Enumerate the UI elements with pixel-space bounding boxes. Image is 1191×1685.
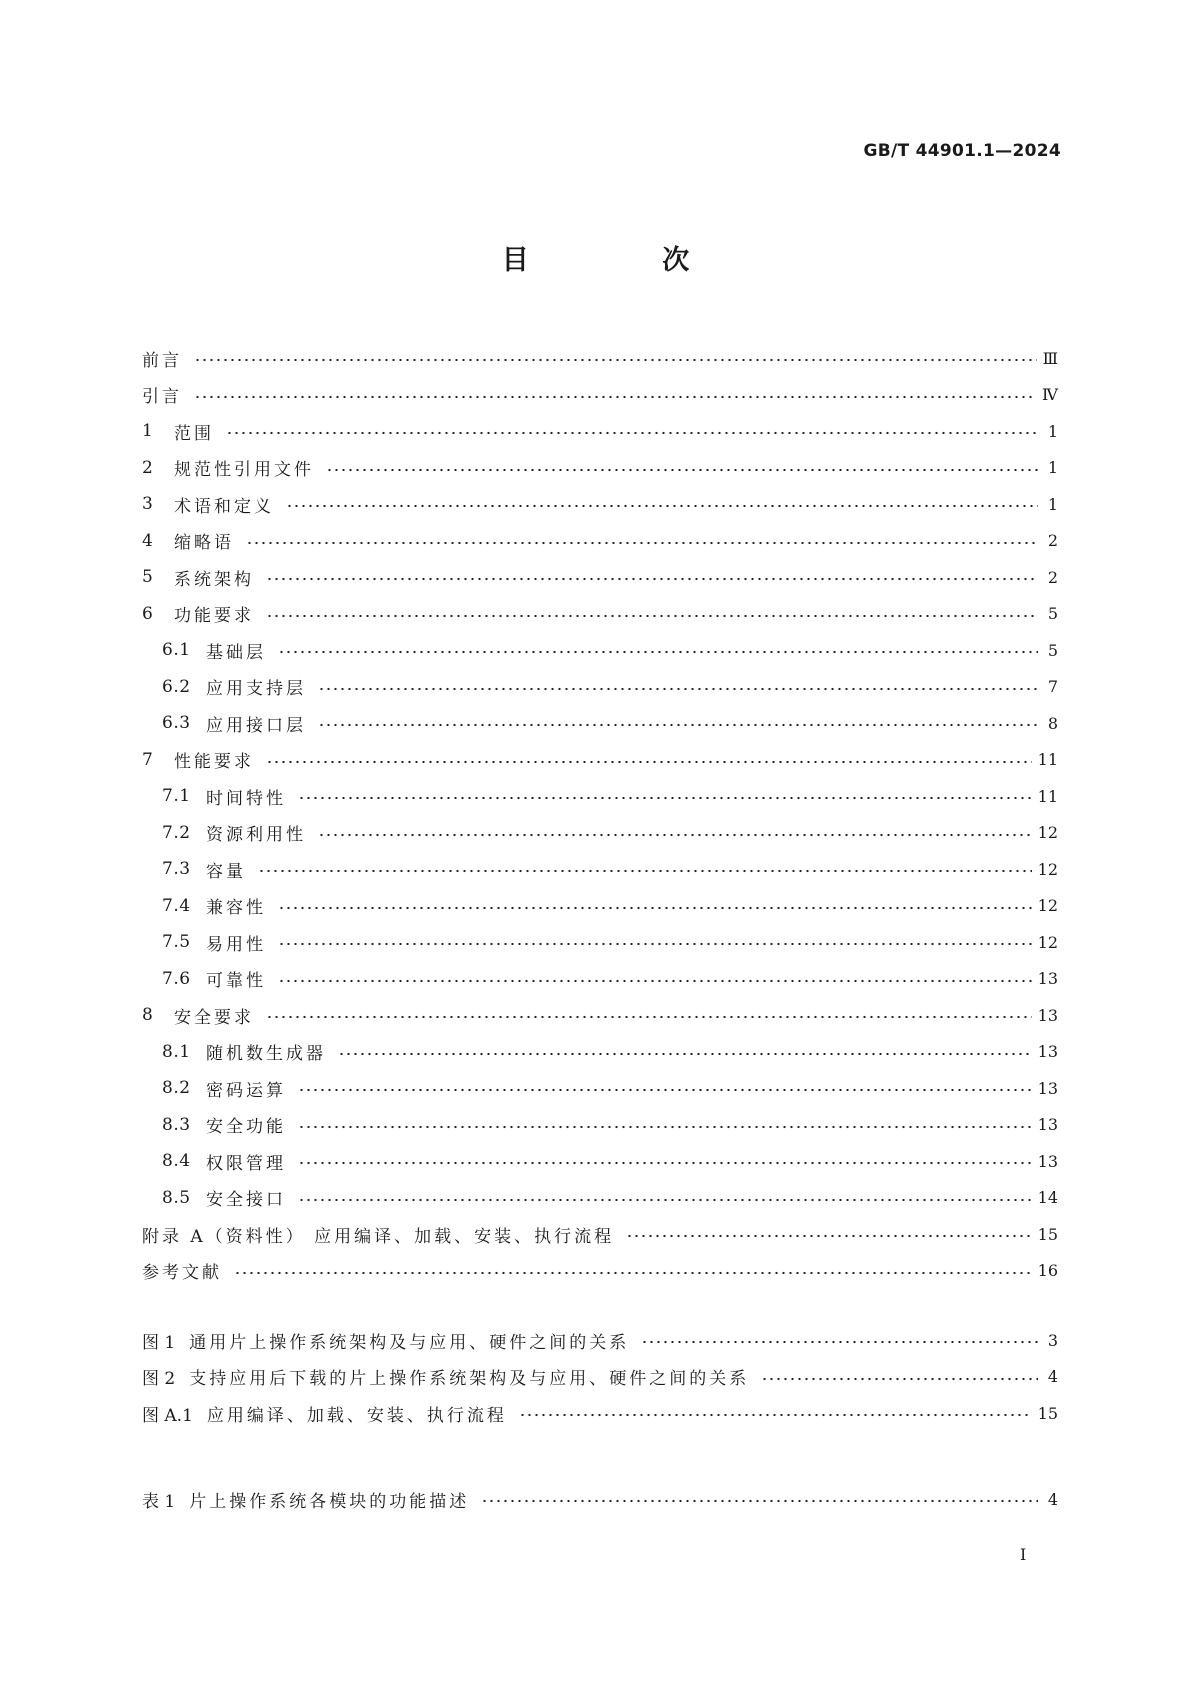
- page-title: 目 次: [501, 245, 752, 276]
- entry-page-number: 16: [1037, 1261, 1058, 1281]
- entry-title: 安全功能: [206, 1117, 286, 1138]
- entry-number: 6: [142, 603, 154, 624]
- toc-entry[interactable]: [142, 742, 1058, 779]
- dot-leader: [278, 649, 1038, 655]
- toc-entry[interactable]: [142, 413, 1058, 450]
- entry-number: 7.3: [162, 859, 191, 880]
- entry-number: 7.5: [162, 932, 191, 953]
- toc-entry[interactable]: [142, 1180, 1058, 1217]
- entry-page-number: Ⅳ: [1042, 385, 1058, 405]
- toc-entry[interactable]: [142, 815, 1058, 852]
- toc-entry[interactable]: [142, 486, 1058, 523]
- dot-leader: [481, 1498, 1038, 1504]
- entry-title: 易用性: [206, 934, 266, 955]
- entry-title: 前言: [142, 350, 182, 371]
- dot-leader: [298, 795, 1032, 801]
- entry-number: 7.6: [162, 968, 191, 989]
- list-of-figures: [142, 1322, 1058, 1432]
- dot-leader: [246, 540, 1038, 546]
- toc-entry[interactable]: [142, 450, 1058, 487]
- dot-leader: [298, 1197, 1032, 1203]
- toc-entry[interactable]: [142, 1216, 1058, 1253]
- toc-entry[interactable]: [142, 961, 1058, 998]
- entry-page-number: 1: [1047, 494, 1058, 514]
- toc-entry[interactable]: [142, 851, 1058, 888]
- toc-entry[interactable]: [142, 559, 1058, 596]
- entry-title: 引言: [142, 387, 182, 408]
- dot-leader: [318, 832, 1032, 838]
- entry-title: 附录 A（资料性） 应用编译、加载、安装、执行流程: [142, 1226, 615, 1247]
- entry-title: 应用接口层: [206, 715, 306, 736]
- entry-page-number: 3: [1047, 1330, 1058, 1350]
- dot-leader: [266, 759, 1032, 765]
- toc-entry[interactable]: [142, 1107, 1058, 1144]
- dot-leader: [641, 1339, 1038, 1345]
- entry-title: 时间特性: [206, 788, 286, 809]
- entry-number: 4: [142, 530, 154, 551]
- dot-leader: [626, 1233, 1032, 1239]
- entry-page-number: Ⅲ: [1042, 348, 1058, 368]
- entry-page-number: 12: [1037, 823, 1058, 843]
- entry-title: 兼容性: [206, 898, 266, 919]
- toc-entry[interactable]: [142, 705, 1058, 742]
- entry-number: 6.1: [162, 640, 191, 661]
- dot-leader: [258, 868, 1032, 874]
- entry-number: 8.3: [162, 1114, 191, 1135]
- page-number: I: [1020, 1545, 1027, 1564]
- entry-number: 7: [142, 749, 154, 770]
- toc-entry[interactable]: [142, 523, 1058, 560]
- dot-leader: [194, 394, 1036, 400]
- figure-entry[interactable]: [142, 1322, 1058, 1359]
- entry-page-number: 15: [1037, 1403, 1058, 1423]
- entry-number: 2: [142, 457, 154, 478]
- toc-entry[interactable]: [142, 924, 1058, 961]
- entry-page-number: 2: [1047, 531, 1058, 551]
- entry-number: 6.3: [162, 713, 191, 734]
- entry-number: 8: [142, 1005, 154, 1026]
- dot-leader: [298, 1087, 1032, 1093]
- entry-number: 8.1: [162, 1041, 191, 1062]
- dot-leader: [234, 1270, 1032, 1276]
- entry-title: 资源利用性: [206, 825, 306, 846]
- toc-entry[interactable]: [142, 1070, 1058, 1107]
- entry-title: 术语和定义: [174, 496, 274, 517]
- entry-number: 图 A.1: [142, 1405, 193, 1426]
- dot-leader: [326, 467, 1038, 473]
- entry-page-number: 13: [1037, 1042, 1058, 1062]
- entry-page-number: 8: [1047, 713, 1058, 733]
- entry-title: 功能要求: [174, 606, 254, 627]
- entry-title: 安全要求: [174, 1007, 254, 1028]
- toc-entry[interactable]: [142, 632, 1058, 669]
- entry-number: 6.2: [162, 676, 191, 697]
- entry-title: 基础层: [206, 642, 266, 663]
- entry-number: 1: [142, 421, 154, 442]
- entry-number: 8.5: [162, 1187, 191, 1208]
- toc-entry[interactable]: [142, 1034, 1058, 1071]
- entry-title: 范围: [174, 423, 214, 444]
- toc-entry[interactable]: [142, 377, 1058, 414]
- entry-page-number: 2: [1047, 567, 1058, 587]
- entry-page-number: 11: [1037, 750, 1058, 770]
- entry-page-number: 12: [1037, 896, 1058, 916]
- entry-page-number: 13: [1037, 1115, 1058, 1135]
- dot-leader: [266, 576, 1038, 582]
- dot-leader: [761, 1376, 1038, 1382]
- dot-leader: [286, 503, 1038, 509]
- figure-entry[interactable]: [142, 1359, 1058, 1396]
- toc-entry[interactable]: [142, 1253, 1058, 1290]
- dot-leader: [194, 357, 1037, 363]
- entry-title: 容量: [206, 861, 246, 882]
- dot-leader: [278, 905, 1032, 911]
- dot-leader: [278, 941, 1032, 947]
- entry-number: 图 1: [142, 1332, 176, 1353]
- entry-title: 密码运算: [206, 1080, 286, 1101]
- entry-title: 安全接口: [206, 1190, 286, 1211]
- entry-page-number: 14: [1037, 1188, 1058, 1208]
- entry-number: 图 2: [142, 1369, 176, 1390]
- entry-title: 系统架构: [174, 569, 254, 590]
- entry-page-number: 15: [1037, 1224, 1058, 1244]
- entry-page-number: 5: [1047, 640, 1058, 660]
- toc-entry[interactable]: [142, 1143, 1058, 1180]
- toc-entry[interactable]: [142, 778, 1058, 815]
- entry-number: 3: [142, 494, 154, 515]
- entry-number: 表 1: [142, 1491, 176, 1512]
- entry-page-number: 1: [1047, 421, 1058, 441]
- dot-leader: [519, 1412, 1032, 1418]
- entry-number: 7.2: [162, 822, 191, 843]
- entry-title: 规范性引用文件: [174, 460, 314, 481]
- dot-leader: [318, 686, 1038, 692]
- entry-page-number: 4: [1047, 1367, 1058, 1387]
- entry-page-number: 13: [1037, 1005, 1058, 1025]
- entry-title: 随机数生成器: [206, 1044, 326, 1065]
- toc-entry[interactable]: [142, 596, 1058, 633]
- entry-page-number: 7: [1047, 677, 1058, 697]
- entry-title: 应用编译、加载、安装、执行流程: [206, 1405, 507, 1426]
- dot-leader: [278, 978, 1032, 984]
- toc-entry[interactable]: [142, 997, 1058, 1034]
- table-of-contents: [142, 340, 1058, 1289]
- entry-page-number: 12: [1037, 932, 1058, 952]
- entry-title: 权限管理: [206, 1153, 286, 1174]
- toc-entry[interactable]: [142, 669, 1058, 706]
- entry-page-number: 5: [1047, 604, 1058, 624]
- table-entry[interactable]: [142, 1481, 1058, 1518]
- dot-leader: [318, 722, 1038, 728]
- list-of-tables: [142, 1481, 1058, 1518]
- entry-title: 参考文献: [142, 1263, 222, 1284]
- entry-page-number: 4: [1047, 1489, 1058, 1509]
- entry-title: 片上操作系统各模块的功能描述: [189, 1491, 470, 1512]
- dot-leader: [298, 1124, 1032, 1130]
- entry-title: 可靠性: [206, 971, 266, 992]
- entry-page-number: 13: [1037, 1151, 1058, 1171]
- entry-number: 7.4: [162, 895, 191, 916]
- dot-leader: [298, 1160, 1032, 1166]
- dot-leader: [338, 1051, 1032, 1057]
- figure-entry[interactable]: [142, 1395, 1058, 1432]
- dot-leader: [266, 613, 1038, 619]
- entry-title: 应用支持层: [206, 679, 306, 700]
- entry-page-number: 11: [1037, 786, 1058, 806]
- entry-title: 支持应用后下载的片上操作系统架构及与应用、硬件之间的关系: [189, 1369, 750, 1390]
- entry-page-number: 1: [1047, 458, 1058, 478]
- entry-page-number: 12: [1037, 859, 1058, 879]
- entry-page-number: 13: [1037, 969, 1058, 989]
- entry-page-number: 13: [1037, 1078, 1058, 1098]
- entry-number: 8.2: [162, 1078, 191, 1099]
- entry-number: 5: [142, 567, 154, 588]
- entry-number: 7.1: [162, 786, 191, 807]
- dot-leader: [226, 430, 1038, 436]
- standard-number: GB/T 44901.1—2024: [863, 141, 1061, 161]
- entry-title: 性能要求: [174, 752, 254, 773]
- entry-title: 缩略语: [174, 533, 234, 554]
- dot-leader: [266, 1014, 1032, 1020]
- entry-number: 8.4: [162, 1151, 191, 1172]
- toc-entry[interactable]: [142, 340, 1058, 377]
- toc-entry[interactable]: [142, 888, 1058, 925]
- entry-title: 通用片上操作系统架构及与应用、硬件之间的关系: [189, 1332, 630, 1353]
